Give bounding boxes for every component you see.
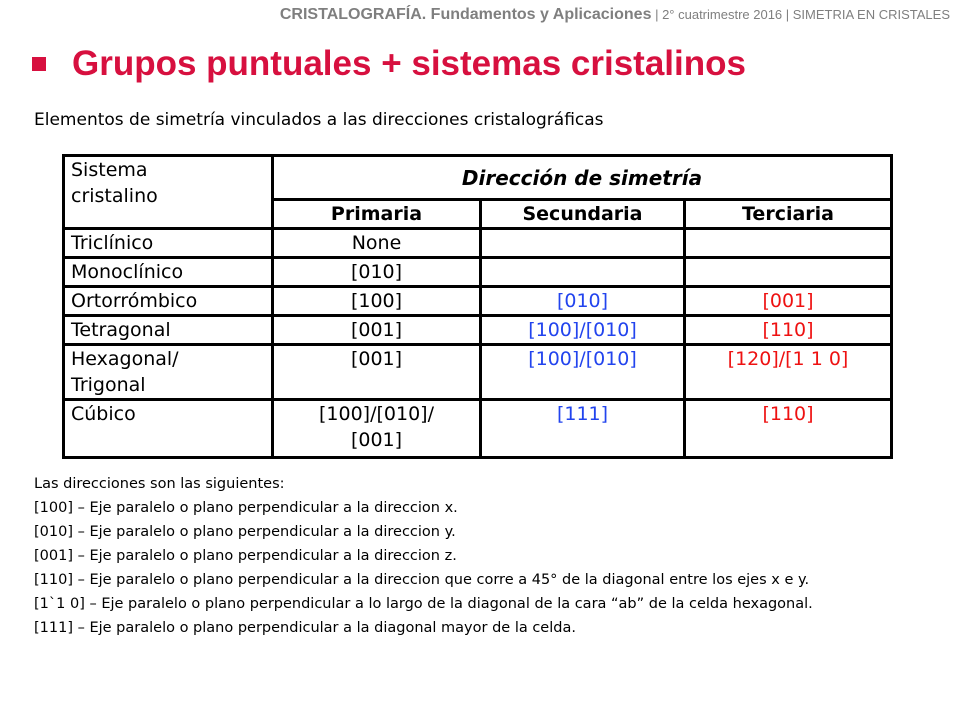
tertiary-cell [685,229,892,258]
secondary-cell: [010] [481,287,685,316]
note-line: [100] – Eje paralelo o plano perpendicular a la direccion x. [34,500,458,516]
title-row [32,44,746,84]
tertiary-cell: [120]/[1 1 0] [685,345,892,400]
primary-cell [273,316,481,345]
direction-header: Dirección de simetría [273,156,892,200]
primary-direction: None [351,232,402,254]
table-row [64,287,892,316]
system-cell [64,287,273,316]
primary-direction: [001] [350,319,403,341]
secondary-cell [481,229,685,258]
course-title: CRISTALOGRAFÍA. Fundamentos y Aplicaciones [279,6,652,23]
primary-cell [273,258,481,287]
secondary-cell [481,258,685,287]
table-row [64,229,892,258]
primary-direction: [100]/[010]/ [319,403,434,425]
course-detail: | 2° cuatrimestre 2016 | SIMETRIA EN CRISTALES [651,7,950,22]
system-cell [64,258,273,287]
primary-cell [273,345,481,400]
secondary-cell: [100]/[010] [481,345,685,400]
system-cell [64,316,273,345]
page-title: Grupos puntuales + sistemas cristalinos [72,44,746,83]
table-row [64,400,892,458]
tertiary-cell: [001] [685,287,892,316]
note-line: [1`1 0] – Eje paralelo o plano perpendicular a lo largo de la diagonal de la cara “ab” de la celda hexagonal. [34,596,813,612]
primary-direction: [001] [350,348,403,370]
table-row [64,345,892,400]
system-name: Trigonal [71,374,146,396]
tertiary-cell: [110] [685,400,892,458]
system-header-line: Sistema [71,159,148,181]
note-line: [111] – Eje paralelo o plano perpendicular a la diagonal mayor de la celda. [34,620,576,636]
primary-direction: [010] [350,261,403,283]
system-name: Hexagonal/ [71,348,179,370]
symmetry-table [62,154,893,459]
note-line: [110] – Eje paralelo o plano perpendicular a la direccion que corre a 45° de la diagonal entre los ejes x e y. [34,572,810,588]
directions-notes [34,472,924,640]
secondary-cell: [100]/[010] [481,316,685,345]
system-cell [64,400,273,458]
system-cell [64,229,273,258]
column-header-tertiary: Terciaria [685,200,892,229]
system-name: Cúbico [71,403,136,425]
primary-direction: [100] [350,290,403,312]
system-name: Triclínico [71,232,154,254]
system-name: Ortorrómbico [71,290,198,312]
note-line: Las direcciones son las siguientes: [34,476,285,492]
column-header-secondary: Secundaria [481,200,685,229]
secondary-cell: [111] [481,400,685,458]
slide-header [280,6,950,24]
note-line: [010] – Eje paralelo o plano perpendicular a la direccion y. [34,524,456,540]
primary-direction: [001] [350,429,403,451]
column-header-primary: Primaria [273,200,481,229]
primary-cell [273,400,481,458]
system-header-line: cristalino [71,185,158,207]
subtitle: Elementos de simetría vinculados a las direcciones cristalográficas [34,110,604,130]
tertiary-cell [685,258,892,287]
primary-cell [273,229,481,258]
tertiary-cell: [110] [685,316,892,345]
system-header [64,156,273,229]
system-name: Tetragonal [71,319,171,341]
system-cell [64,345,273,400]
primary-cell [273,287,481,316]
table-row [64,316,892,345]
note-line: [001] – Eje paralelo o plano perpendicular a la direccion z. [34,548,457,564]
system-name: Monoclínico [71,261,184,283]
square-bullet-icon [32,57,46,71]
table-row [64,258,892,287]
